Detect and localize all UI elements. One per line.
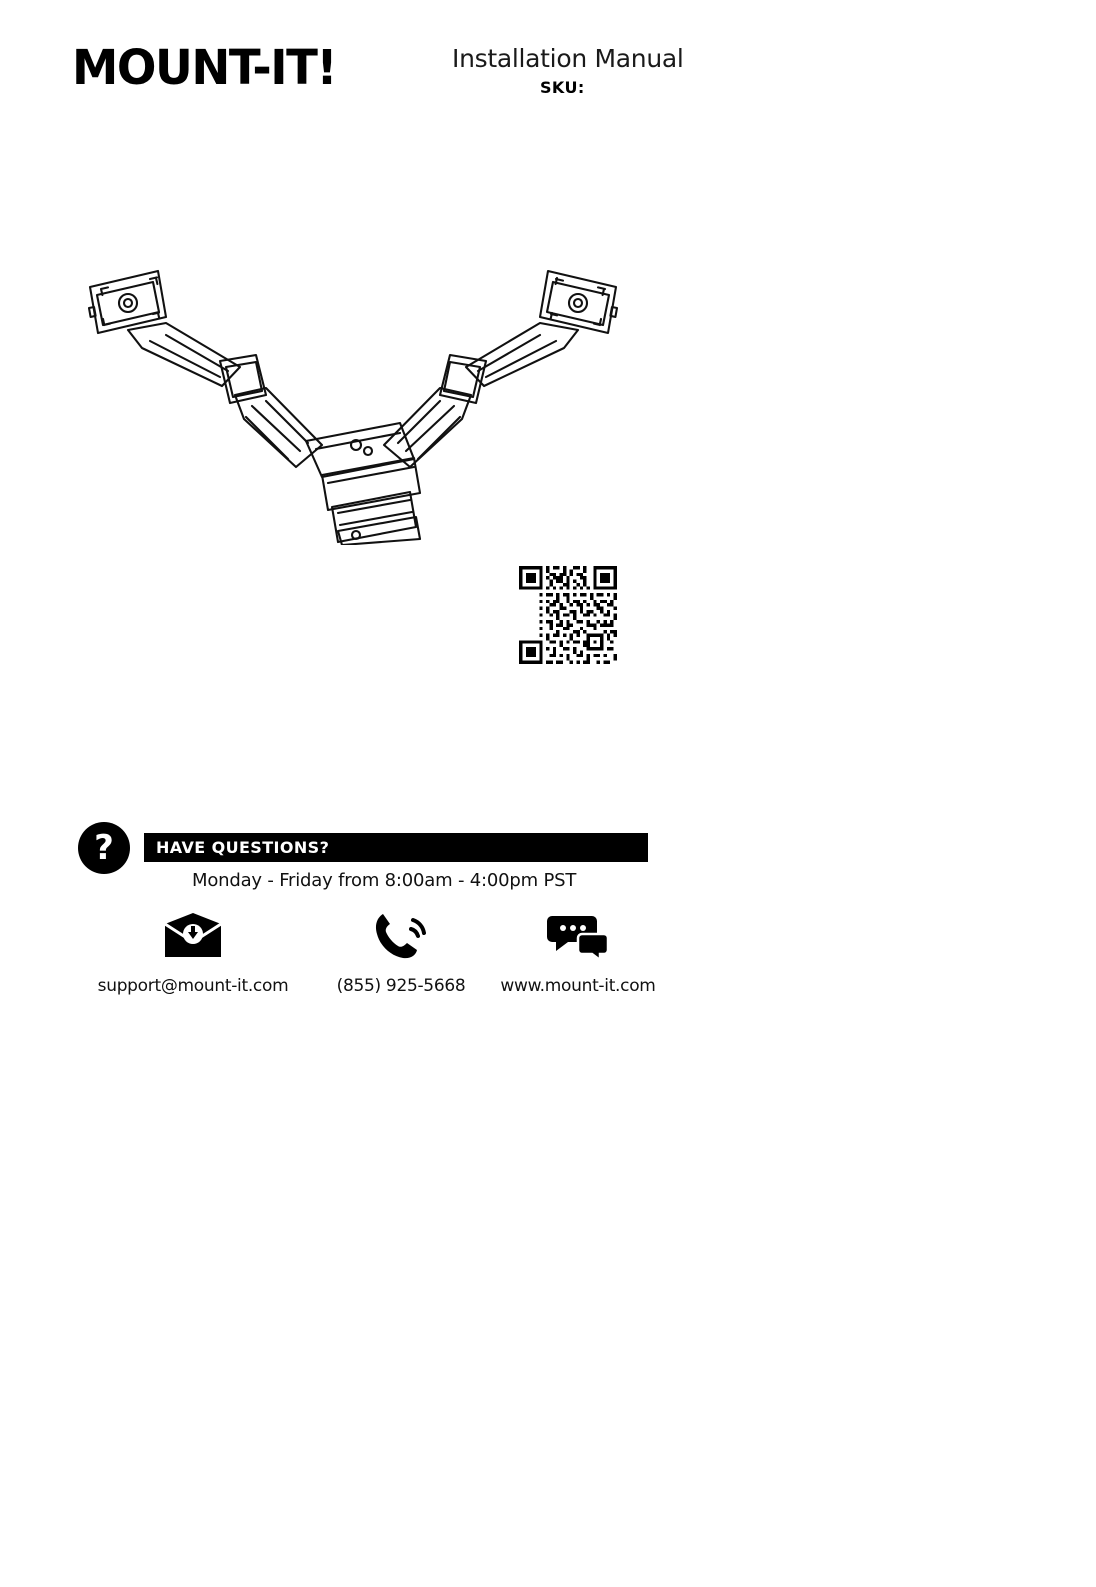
- support-section: [78, 822, 678, 996]
- chat-icon-glyph: [546, 912, 610, 960]
- contact-website[interactable]: [478, 908, 678, 996]
- dual-monitor-mount-drawing: [70, 255, 640, 545]
- phone-icon-glyph: [371, 910, 431, 962]
- contact-email[interactable]: [88, 908, 298, 996]
- page-title: Installation Manual: [452, 44, 684, 73]
- support-hours: Monday - Friday from 8:00am - 4:00pm PST: [192, 870, 577, 891]
- page-header: [0, 34, 1096, 114]
- website-url: www.mount-it.com: [500, 976, 656, 996]
- email-address: support@mount-it.com: [97, 976, 289, 996]
- have-questions-heading: HAVE QUESTIONS?: [144, 833, 648, 862]
- product-illustration: [70, 255, 640, 545]
- brand-logo: MOUNT-IT!: [72, 40, 337, 96]
- email-icon: [88, 908, 298, 964]
- qr-code-image: [519, 566, 617, 664]
- contact-phone[interactable]: [306, 908, 496, 996]
- phone-number: (855) 925-5668: [336, 976, 466, 996]
- qr-code[interactable]: [519, 566, 617, 664]
- question-mark-icon: ?: [78, 822, 130, 874]
- email-icon-glyph: [162, 912, 224, 960]
- phone-icon: [306, 908, 496, 964]
- contact-methods: [78, 908, 678, 1008]
- chat-icon: [478, 908, 678, 964]
- sku-label: SKU:: [540, 78, 585, 97]
- have-questions-row: [78, 822, 678, 870]
